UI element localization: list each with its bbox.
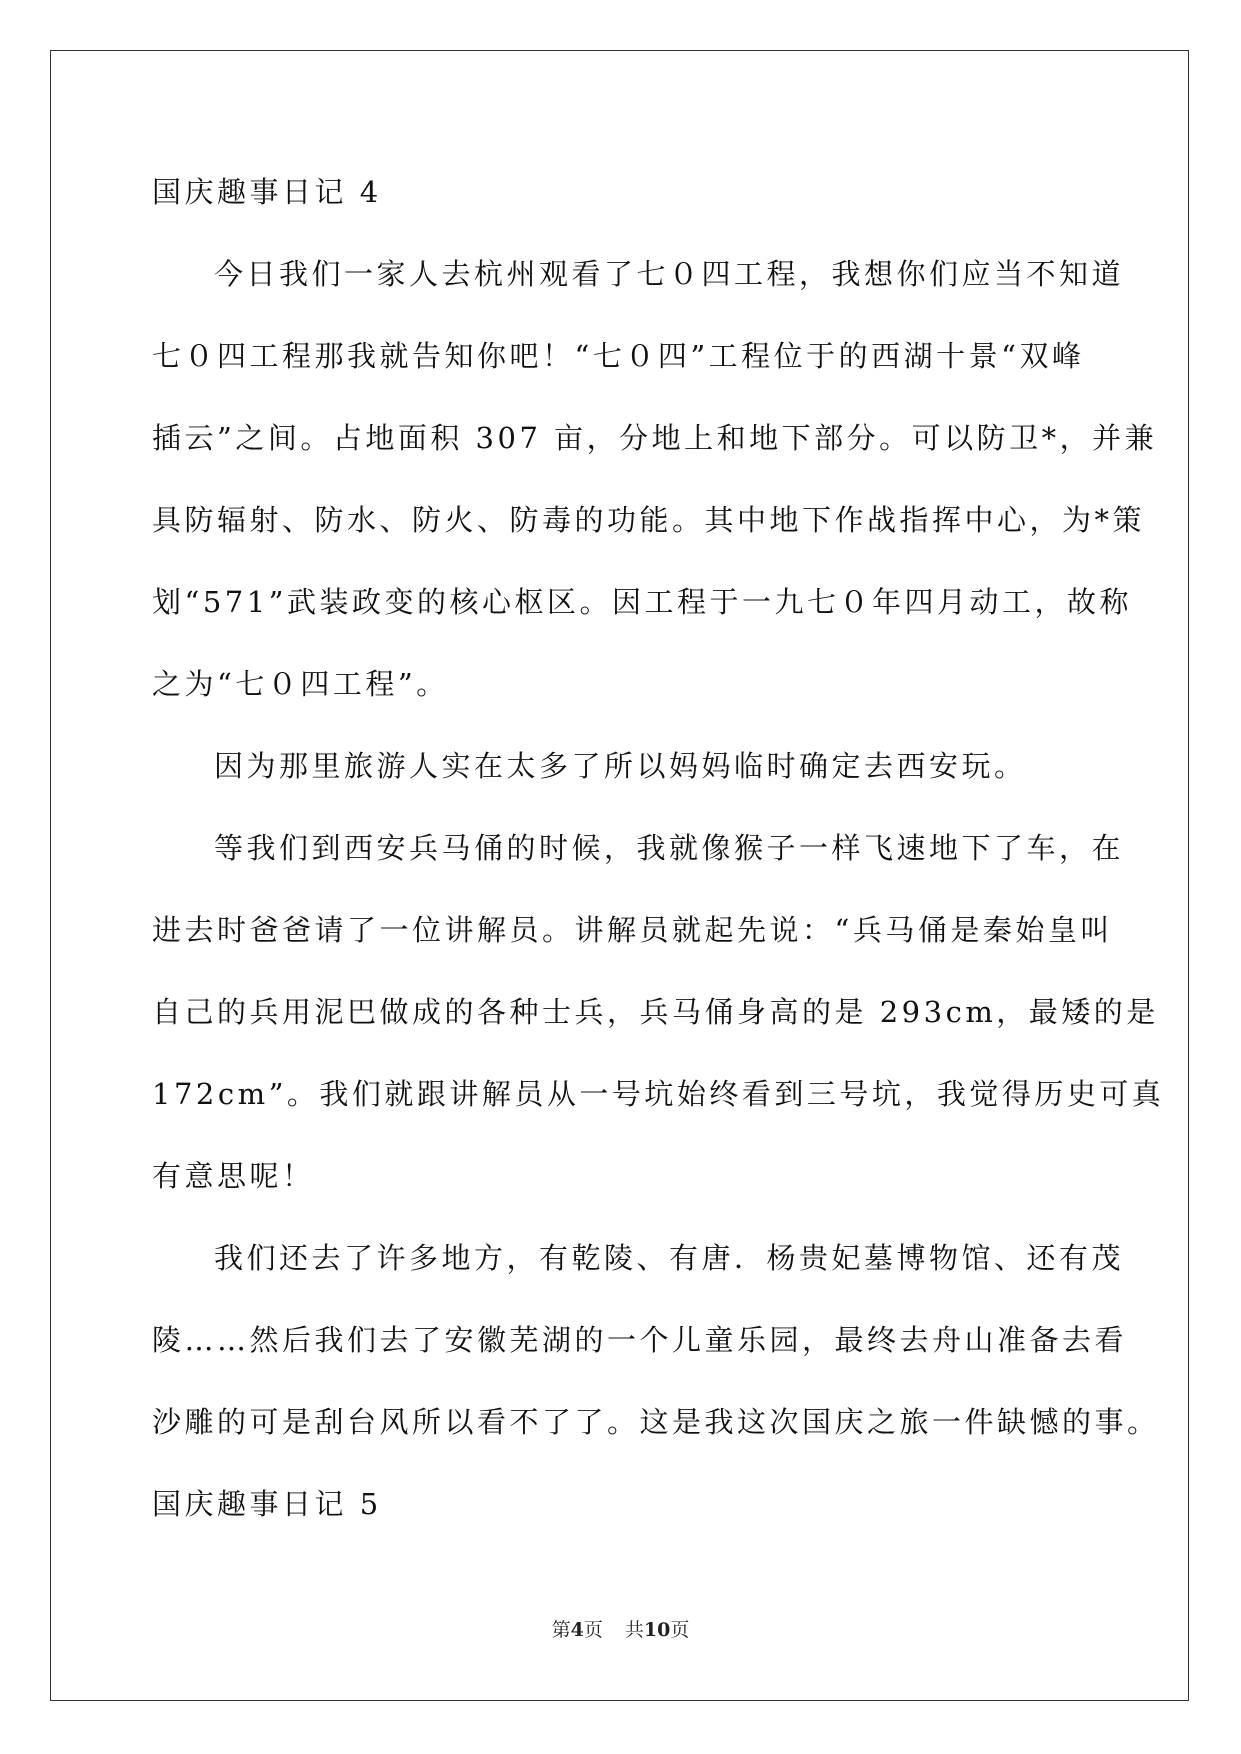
total-prefix: 共 <box>624 1619 644 1641</box>
page-suffix: 页 <box>583 1619 603 1641</box>
paragraph-line: 有意思呢！ <box>152 1159 315 1193</box>
paragraph-line: 我们还去了许多地方，有乾陵、有唐．杨贵妃墓博物馆、还有茂 <box>214 1241 1125 1275</box>
page-footer <box>0 1618 1241 1642</box>
section-heading: 国庆趣事日记 4 <box>152 175 382 209</box>
page-border <box>50 50 1189 1701</box>
paragraph-line: 因为那里旅游人实在太多了所以妈妈临时确定去西安玩。 <box>214 749 1027 783</box>
paragraph-line: 之为“七０四工程”。 <box>152 667 449 701</box>
paragraph-line: 进去时爸爸请了一位讲解员。讲解员就起先说：“兵马俑是秦始皇叫 <box>152 913 1113 947</box>
paragraph-line: 今日我们一家人去杭州观看了七０四工程，我想你们应当不知道 <box>214 257 1125 291</box>
paragraph-line: 172cm”。我们就跟讲解员从一号坑始终看到三号坑，我觉得历史可真 <box>152 1077 1165 1111</box>
page-prefix: 第 <box>551 1619 571 1641</box>
paragraph-line: 等我们到西安兵马俑的时候，我就像猴子一样飞速地下了车，在 <box>214 831 1125 865</box>
total-suffix: 页 <box>670 1619 690 1641</box>
paragraph-line: 自己的兵用泥巴做成的各种士兵，兵马俑身高的是 293cm，最矮的是 <box>152 995 1159 1029</box>
page-number: 4 <box>570 1619 584 1641</box>
paragraph-line: 陵……然后我们去了安徽芜湖的一个儿童乐园，最终去舟山准备去看 <box>152 1323 1128 1357</box>
paragraph-line: 沙雕的可是刮台风所以看不了了。这是我这次国庆之旅一件缺憾的事。 <box>152 1405 1160 1439</box>
total-pages: 10 <box>643 1619 671 1641</box>
section-heading: 国庆趣事日记 5 <box>152 1487 382 1521</box>
paragraph-line: 七０四工程那我就告知你吧！“七０四”工程位于的西湖十景“双峰 <box>152 339 1085 373</box>
paragraph-line: 划“571”武装政变的核心枢区。因工程于一九七０年四月动工，故称 <box>152 585 1133 619</box>
paragraph-line: 插云”之间。占地面积 307 亩，分地上和地下部分。可以防卫*，并兼 <box>152 421 1158 455</box>
paragraph-line: 具防辐射、防水、防火、防毒的功能。其中地下作战指挥中心，为*策 <box>152 503 1146 537</box>
